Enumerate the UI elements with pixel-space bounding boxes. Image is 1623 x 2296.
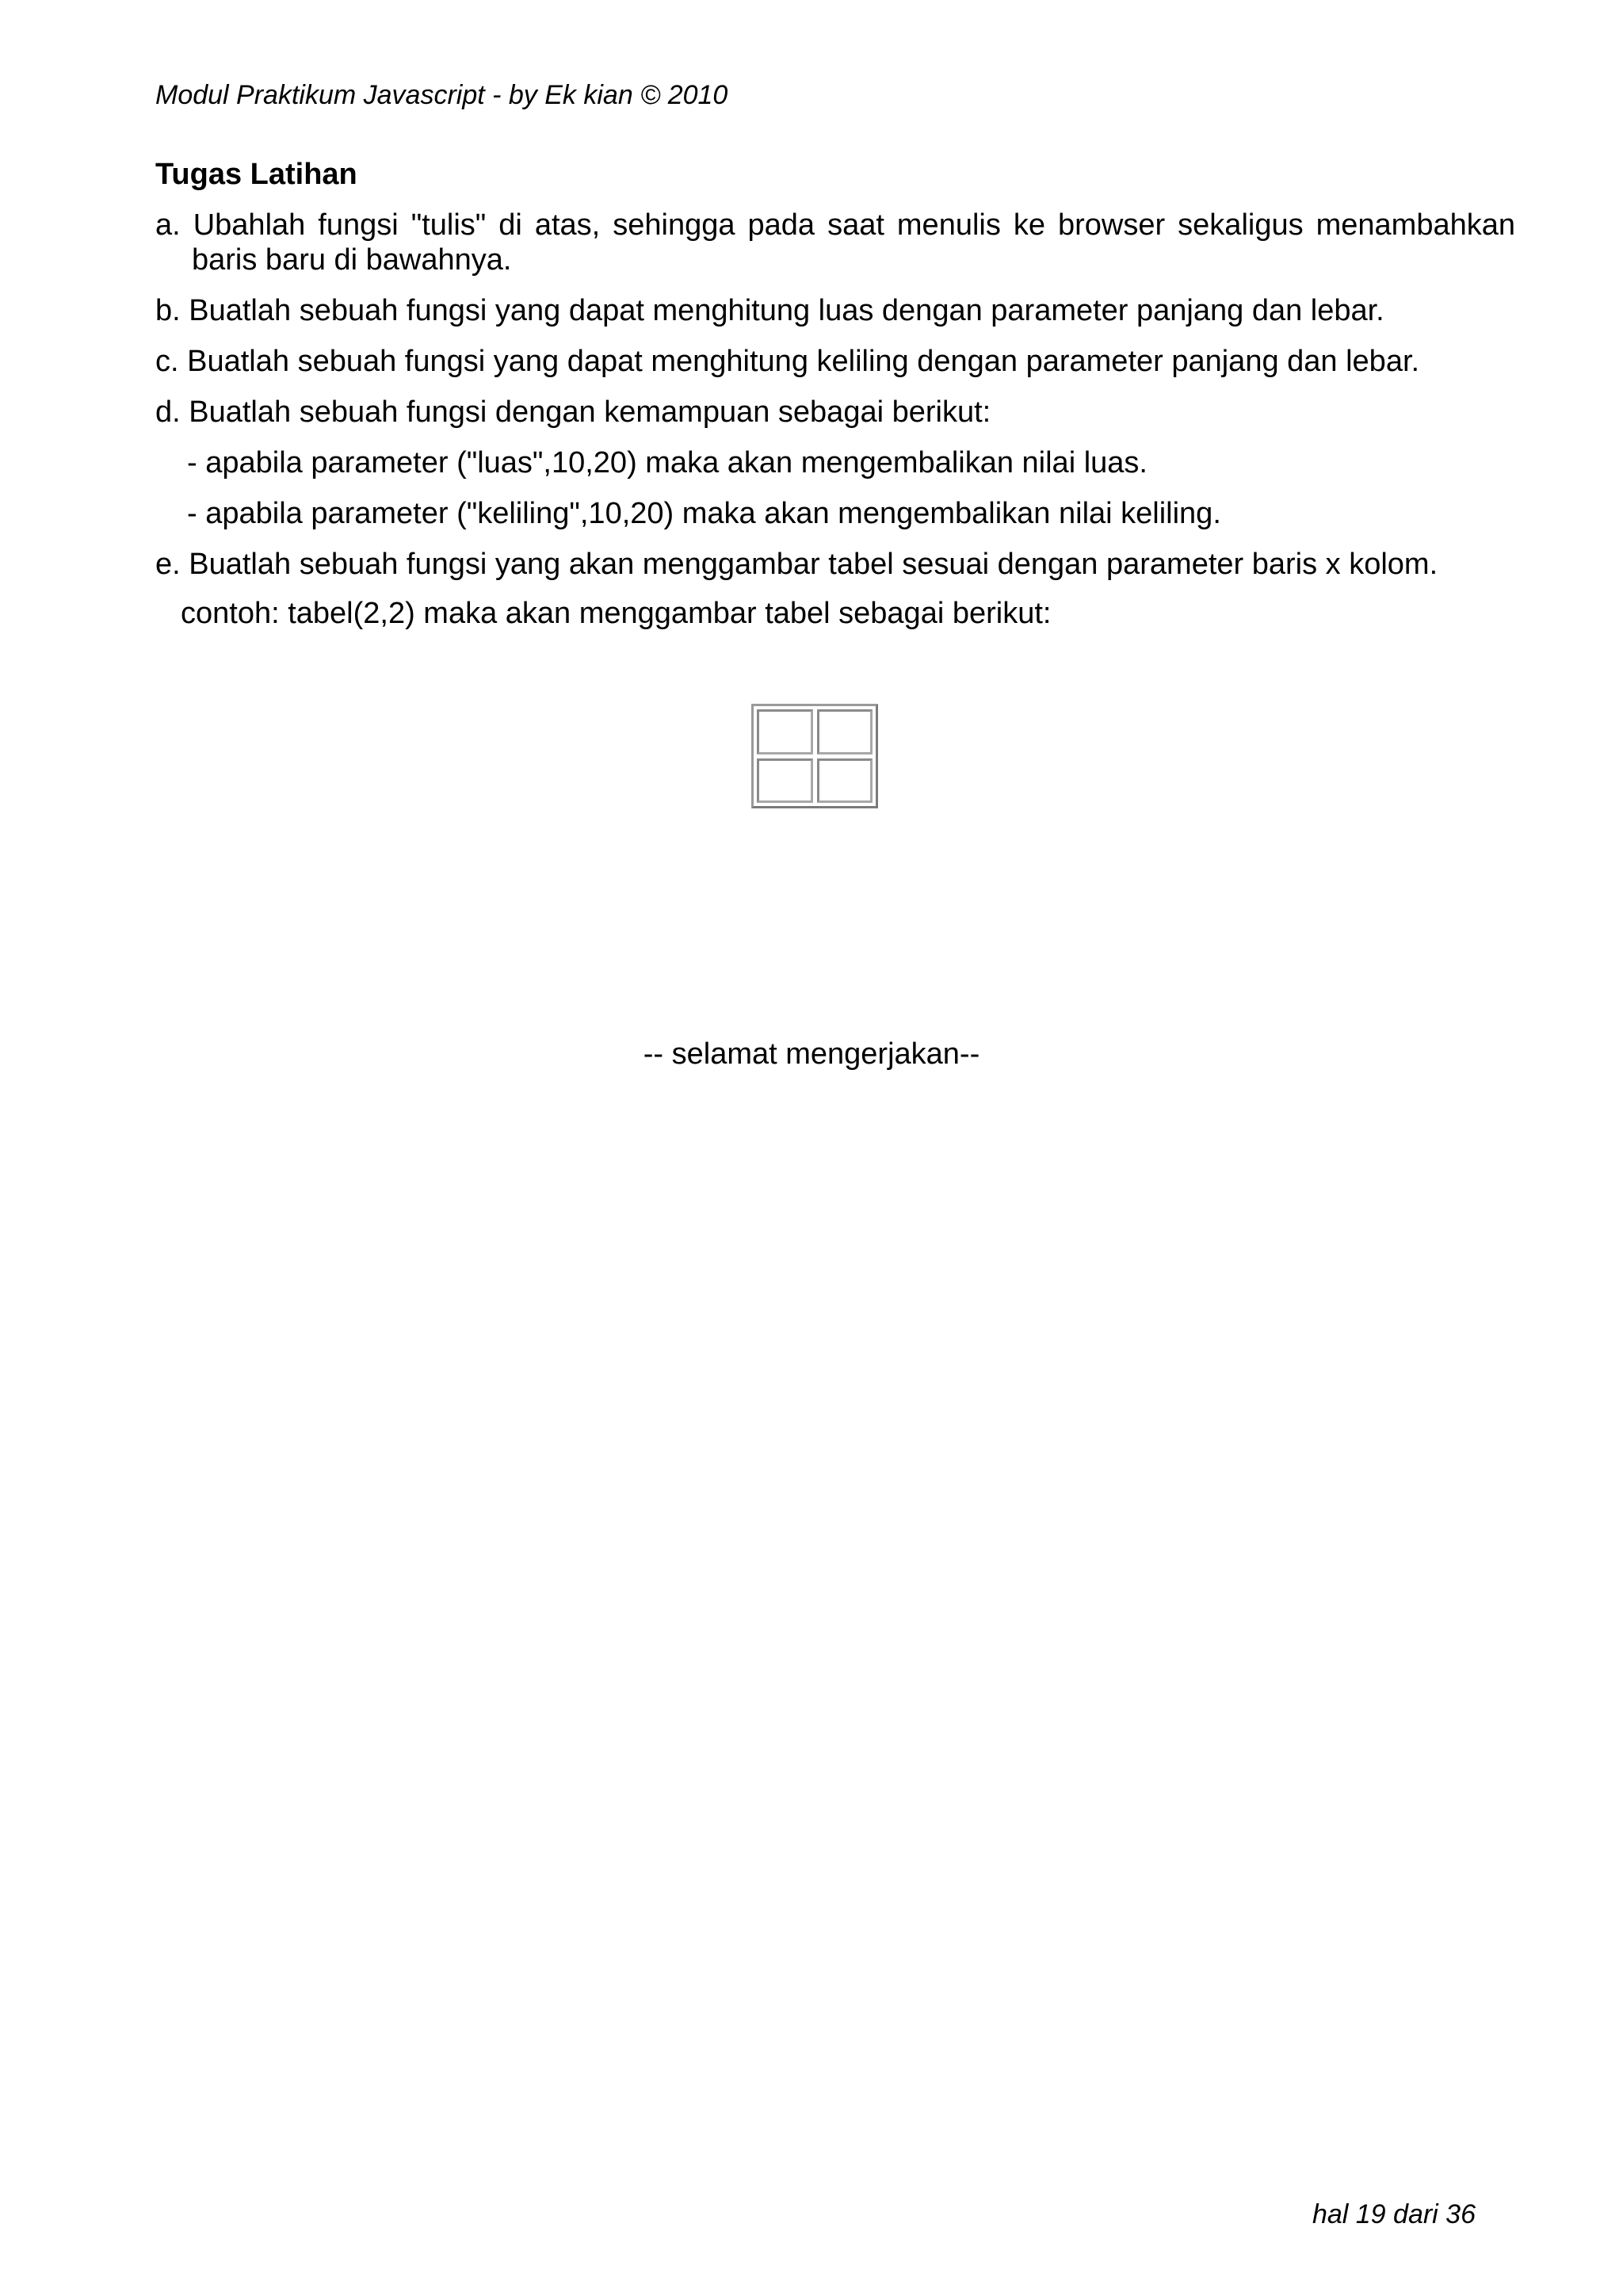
example-table-2x2	[751, 704, 878, 808]
task-letter: a.	[155, 208, 181, 242]
task-text: Buatlah sebuah fungsi yang dapat menghitung keliling dengan parameter panjang dan lebar.	[187, 345, 1420, 378]
task-d-subitem-keliling: - apabila parameter ("keliling",10,20) maka akan mengembalikan nilai keliling.	[187, 497, 1221, 530]
task-text: Buatlah sebuah fungsi yang dapat menghitung luas dengan parameter panjang dan lebar.	[189, 294, 1384, 327]
example-text: contoh: tabel(2,2) maka akan menggambar tabel sebagai berikut:	[181, 597, 1052, 630]
task-text: Buatlah sebuah fungsi dengan kemampuan sebagai berikut:	[189, 395, 991, 429]
task-item-e	[155, 547, 1479, 582]
task-letter: c.	[155, 345, 179, 378]
task-letter: b.	[155, 294, 181, 327]
task-text: Ubahlah fungsi "tulis" di atas, sehingga pada saat menulis ke browser sekaligus menambahkan baris baru di bawahnya.	[192, 208, 1515, 277]
table-cell	[817, 709, 873, 755]
page-header: Modul Praktikum Javascript - by Ek kian © 2010	[155, 80, 728, 110]
task-letter: e.	[155, 548, 181, 581]
section-title: Tugas Latihan	[155, 158, 357, 191]
closing-text: -- selamat mengerjakan--	[643, 1037, 980, 1071]
table-cell	[757, 709, 813, 755]
task-item-b	[155, 293, 1479, 328]
task-letter: d.	[155, 395, 181, 429]
task-item-a	[155, 208, 1515, 277]
task-item-d	[155, 395, 1479, 430]
table-cell	[757, 758, 813, 804]
task-item-c	[155, 344, 1479, 379]
page-footer: hal 19 dari 36	[1312, 2199, 1476, 2229]
task-d-subitem-luas: - apabila parameter ("luas",10,20) maka akan mengembalikan nilai luas.	[187, 446, 1148, 479]
table-cell	[817, 758, 873, 804]
task-text: Buatlah sebuah fungsi yang akan menggambar tabel sesuai dengan parameter baris x kolom.	[189, 548, 1438, 581]
